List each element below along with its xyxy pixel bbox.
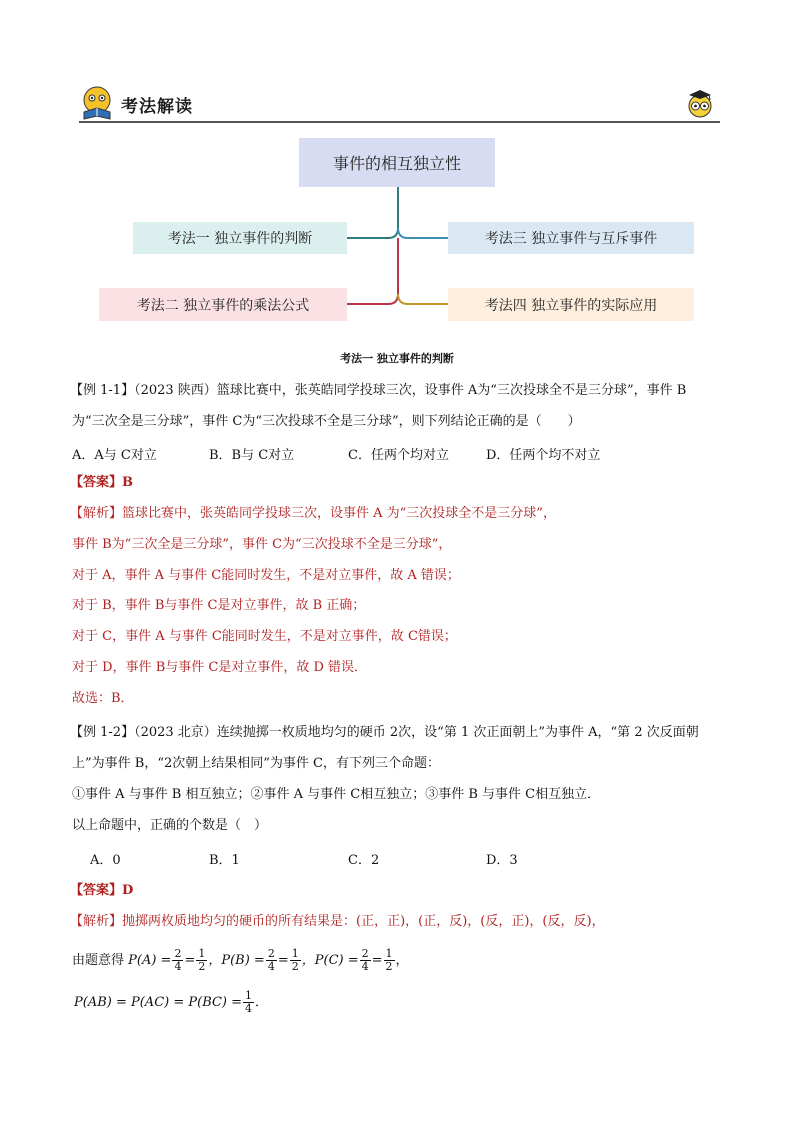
ex1-question-line-1: 【例 1-1】（2023 陕西）篮球比赛中，张英皓同学投球三次，设事件 A为“三次投球全不是三分球”，事件 B [70,383,687,398]
formula-pb: ，P(B) = [208,953,265,968]
header-title: 考法解读 [121,97,193,117]
fraction-2-4: $\frac{2}{4}$ [174,947,182,973]
formula-pa: P(A) = [128,953,172,968]
fraction-1-2: $\frac{1}{2}$ [198,947,206,973]
page-header [79,84,720,124]
ex2-question-line-2: 上”为事件 B，“2次朝上结果相同”为事件 C，有下列三个命题： [72,756,440,771]
mindmap-topic-4: 考法四 独立事件的实际应用 [448,288,694,321]
ex2-question-line-3: ①事件 A 与事件 B 相互独立；②事件 A 与事件 C相互独立；③事件 B 与事件 C相互独立． [72,787,601,802]
ex1-analysis-4: 对于 B，事件 B与事件 C是对立事件，故 B 正确； [72,598,366,613]
mindmap-topic-1: 考法一 独立事件的判断 [133,222,347,254]
formula-joint: P(AB) = P(AC) = P(BC) = [74,995,243,1010]
ex1-question-line-2: 为“三次全是三分球”，事件 C为“三次投球不全是三分球”，则下列结论正确的是（ ） [72,414,581,429]
graduate-owl-icon [685,88,715,118]
formula-prefix: 由题意得 [72,953,129,968]
ex1-option-b: B．B与 C对立 [209,448,295,463]
ex1-option-d: D．任两个均不对立 [486,448,601,463]
fraction-2-4: $\frac{2}{4}$ [267,947,275,973]
connector-blue [398,228,448,238]
ex2-option-c: C．2 [348,853,380,868]
reading-face-icon [81,86,113,120]
ex1-analysis-1: 【解析】篮球比赛中，张英皓同学投球三次，设事件 A 为“三次投球全不是三分球”， [70,506,556,521]
mindmap-topic-3: 考法三 独立事件与互斥事件 [448,222,694,254]
ex1-answer: 【答案】B [70,475,133,490]
ex1-analysis-3: 对于 A，事件 A 与事件 C能同时发生，不是对立事件，故 A 错误； [72,568,460,583]
connector-teal [347,187,398,238]
ex2-analysis-1: 【解析】抛掷两枚质地均匀的硬币的所有结果是：(正，正)，(正，反)，(反，正)，(反，反)， [70,914,605,929]
fraction-1-2: $\frac{1}{2}$ [291,947,299,973]
ex1-analysis-5: 对于 C，事件 A 与事件 C能同时发生，不是对立事件，故 C错误； [72,629,457,644]
ex2-option-a: A．0 [90,853,121,868]
ex2-option-b: B．1 [209,853,240,868]
ex2-formula-line-1: 由题意得 P(A) = $\frac{2}{4}$ = $\frac{1}{2}$ ，P(B) = $\frac{2}{4}$ = $\frac{1}{2}$ ，P(C) = $\frac{2}{4}$ = $\frac{1}{2}$ ， [72,947,409,973]
ex2-option-d: D．3 [486,853,518,868]
connector-gold [398,294,448,304]
mindmap-topic-2: 考法二 独立事件的乘法公式 [99,288,347,321]
connector-red [347,238,398,304]
fraction-1-4: $\frac{1}{4}$ [245,989,253,1015]
ex1-option-c: C．任两个均对立 [348,448,449,463]
formula-pc: ，P(C) = [301,953,359,968]
ex2-answer: 【答案】D [70,883,134,898]
section-title: 考法一 独立事件的判断 [340,352,454,365]
ex2-question-line-4: 以上命题中，正确的个数是（ ） [72,818,268,833]
ex2-formula-line-2: P(AB) = P(AC) = P(BC) = $\frac{1}{4}$ ． [74,989,269,1015]
ex2-question-line-1: 【例 1-2】（2023 北京）连续抛掷一枚质地均匀的硬币 2次，设“第 1 次正面朝上”为事件 A，“第 2 次反面朝 [70,725,699,740]
fraction-1-2: $\frac{1}{2}$ [385,947,393,973]
fraction-2-4: $\frac{2}{4}$ [361,947,369,973]
mindmap-center-topic: 事件的相互独立性 [299,138,495,187]
ex1-analysis-6: 对于 D，事件 B与事件 C是对立事件，故 D 错误． [72,660,368,675]
ex1-analysis-7: 故选：B． [72,691,134,706]
ex1-analysis-2: 事件 B为“三次全是三分球”，事件 C为“三次投球不全是三分球”， [72,537,452,552]
ex1-option-a: A．A与 C对立 [72,448,157,463]
header-divider [79,121,720,123]
